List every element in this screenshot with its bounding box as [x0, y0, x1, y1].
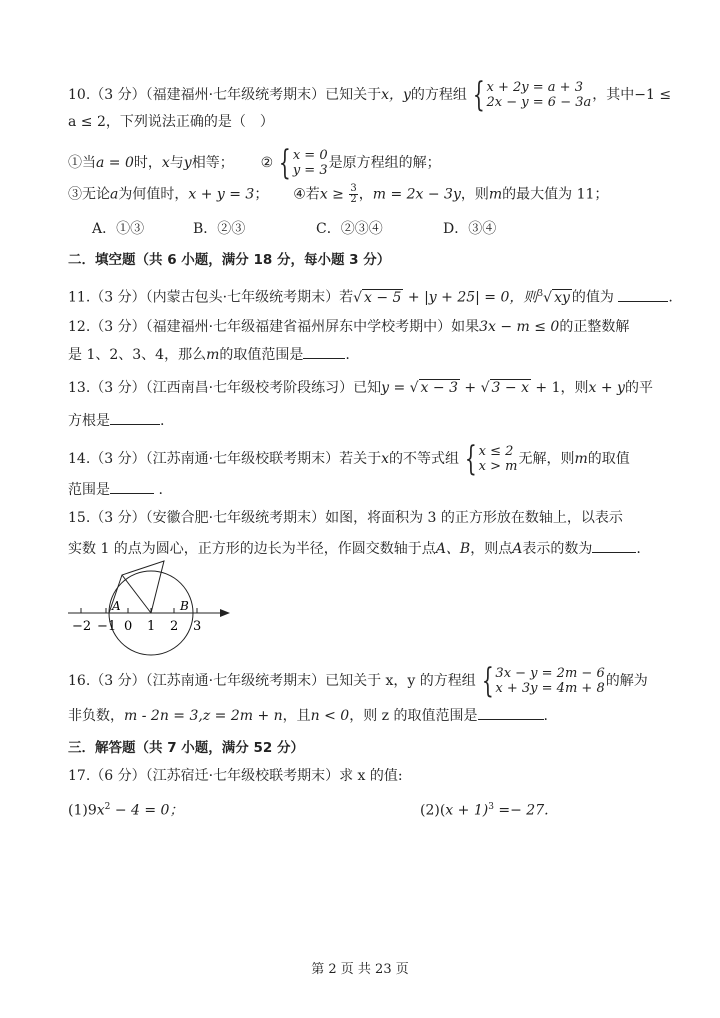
- answer-blank-14[interactable]: [110, 479, 154, 494]
- page-footer: 第 2 页 共 23 页: [311, 962, 409, 977]
- q15-end: .: [636, 541, 641, 557]
- q13-l2: 方根是: [68, 413, 110, 429]
- q14-l1c: 无解，则: [518, 451, 575, 467]
- frac-den: 2: [350, 194, 357, 205]
- q14-line2: [68, 479, 163, 500]
- q17-p2sup: 3: [488, 802, 494, 812]
- q10-statements-1-2: [68, 143, 441, 183]
- q11-mid: + |y + 25| = 0，则: [403, 289, 538, 306]
- q17-p2b: + 1): [453, 802, 489, 819]
- sqrt-1: √ x − 5: [353, 289, 402, 306]
- sqrt-3: √ 3 − x: [480, 380, 529, 396]
- s1d: x: [161, 155, 170, 171]
- q17-p2a: (2)(: [420, 802, 446, 819]
- section-3-heading: 三．解答题（共 7 小题，满分 52 分）: [68, 740, 304, 756]
- q12-l1b: 的正整数解: [559, 319, 630, 335]
- q15-figure: [64, 556, 234, 660]
- s4e: ，则: [460, 186, 489, 203]
- q16-line2: [68, 705, 548, 726]
- s1c: 时，: [133, 155, 162, 171]
- q16-l1: 16.（3 分）（江苏南通·七年级统考期末）已知关于 x，y 的方程组: [68, 673, 476, 689]
- s3e: ；: [254, 186, 269, 203]
- q12-l2b: 的取值范围是: [219, 347, 304, 363]
- q14-system: { x ≤ 2 x > m: [464, 439, 518, 479]
- cbrt: √ xy: [543, 289, 570, 306]
- q10-statements-3-4: [68, 184, 608, 205]
- q12-line2: [68, 344, 350, 365]
- q10-line2: [68, 112, 274, 132]
- q16-l1b: 的解为: [605, 673, 648, 689]
- option-d[interactable]: D．③④: [443, 221, 497, 237]
- q11-head: 11.（3 分）（内蒙古包头·七年级统考期末）若: [68, 289, 354, 306]
- q14-line1: [68, 439, 630, 479]
- section-2-heading: 二．填空题（共 6 小题，满分 18 分，每小题 3 分）: [68, 252, 391, 268]
- q16-system: { 3x − y = 2m − 6 x + 3y = 4m + 8: [481, 661, 605, 701]
- q13-plus1: + 1，则: [530, 380, 589, 396]
- answer-blank-11[interactable]: [618, 287, 668, 302]
- q10-source: （福建福州·七年级统考期末）: [145, 87, 326, 103]
- q17-part2: [420, 797, 549, 821]
- q14-l1d: 的取值: [587, 451, 630, 467]
- s2-system: { x = 0 y = 3: [279, 143, 328, 183]
- q13-y: y =: [381, 380, 410, 396]
- q13-xy: x + y: [588, 380, 625, 396]
- q17-p1a: (1)9: [68, 802, 97, 819]
- q14-m: m: [574, 451, 588, 467]
- s2b: 是原方程组的解；: [328, 155, 441, 171]
- s4f: m: [488, 186, 503, 203]
- s1g: 相等；: [191, 155, 234, 171]
- q13-rad2: 3 − x: [491, 380, 529, 396]
- answer-blank-13[interactable]: [110, 410, 160, 425]
- q16-l2c: ，且: [282, 708, 311, 724]
- tick-label: 3: [193, 619, 202, 634]
- q12-m: m: [206, 347, 220, 363]
- tick-label: 2: [170, 619, 179, 634]
- q10-eq2: 2x − y = 6 − 3a: [486, 95, 592, 110]
- q12-l1: 12.（3 分）（福建福州·七年级福建省福州屏东中学校考期中）如果: [68, 319, 480, 335]
- q14-eq1: x ≤ 2: [478, 444, 514, 459]
- q17-p1sup: 2: [104, 802, 111, 812]
- option-a[interactable]: A．①③: [92, 221, 145, 237]
- q15-l2c: 表示的数为: [522, 541, 593, 557]
- q16-l2e: ，则 z 的取值范围是: [349, 708, 478, 724]
- sqrt-2: √ x − 3: [409, 380, 458, 396]
- answer-blank-12[interactable]: [303, 344, 345, 359]
- s3a: ③无论: [68, 186, 110, 203]
- q11-tail: 的值为: [571, 289, 614, 306]
- q11-end: .: [668, 289, 673, 306]
- q11-rad2: xy: [554, 289, 570, 306]
- q12-l2a: 是 1、2、3、4，那么: [68, 347, 207, 363]
- square-diagonal: [122, 575, 151, 613]
- s3b: a: [110, 186, 119, 203]
- q13-line2: [68, 410, 164, 431]
- s4d: m = 2x − 3y: [372, 186, 461, 203]
- q16-l2b: m - 2n = 3,z = 2m + n: [124, 708, 283, 724]
- s4b: x ≥: [319, 186, 344, 203]
- q13-plus: +: [459, 380, 481, 396]
- q12-end: .: [345, 347, 350, 363]
- s4a: ④若: [293, 186, 320, 203]
- s4c: ，: [358, 186, 373, 203]
- s3d: x + y = 3: [188, 186, 255, 203]
- option-b[interactable]: B．②③: [193, 221, 246, 237]
- q17-p1x: x: [96, 802, 105, 819]
- s4g: 的最大值为 11；: [502, 186, 609, 203]
- q13-rad1: x − 3: [420, 380, 458, 396]
- s1e: 与: [169, 155, 184, 171]
- q15-l2a: 实数 1 的点为圆心，正方形的边长为半径，作圆交数轴于点: [68, 541, 436, 557]
- q17-part1: [68, 797, 183, 821]
- answer-blank-15[interactable]: [592, 538, 636, 553]
- s1f: y: [183, 155, 192, 171]
- q14-l2: 范围是: [68, 482, 110, 498]
- q14-l1: 14.（3 分）（江苏南通·七年级校联考期末）若关于: [68, 451, 382, 467]
- q17-line1: [68, 766, 403, 786]
- q11: [68, 284, 673, 308]
- tick-label: 1: [147, 619, 156, 634]
- q17-l1: 17.（6 分）（江苏宿迁·七年级校联考期末）求 x 的值:: [68, 768, 403, 784]
- point-b-label: B: [180, 599, 189, 613]
- q15-l1: 15.（3 分）（安徽合肥·七年级统考期末）如图，将面积为 3 的正方形放在数轴上，以表示: [68, 510, 623, 526]
- frac-3-2: [349, 184, 357, 205]
- axis-arrow: [220, 609, 230, 617]
- q10-tail: ，其中−1 ≤: [592, 87, 672, 103]
- q17-p1b: − 4 = 0；: [110, 802, 184, 819]
- q16-l2a: 非负数，: [68, 708, 124, 724]
- option-c[interactable]: C．②③④: [316, 221, 383, 237]
- s1a: ①当: [68, 155, 96, 171]
- q15-ab: A、B: [435, 541, 471, 557]
- q16-end: .: [543, 708, 548, 724]
- q10-number: 10.: [68, 87, 91, 103]
- q12-expr: 3x − m ≤ 0: [479, 319, 560, 335]
- q14-end: .: [158, 482, 163, 498]
- q13-l1: 13.（3 分）（江西南昌·七年级校考阶段练习）已知: [68, 380, 382, 396]
- q13-line1: [68, 378, 653, 398]
- tick-label: 0: [124, 619, 133, 634]
- s2eq1: x = 0: [292, 148, 328, 163]
- point-a-label: A: [112, 599, 121, 613]
- q10-line1: [68, 75, 672, 115]
- answer-blank-16[interactable]: [478, 705, 544, 720]
- q16-eq1: 3x − y = 2m − 6: [495, 666, 605, 681]
- q10-vars: x，y: [381, 87, 411, 103]
- q13-l1b: 的平: [624, 380, 653, 396]
- q16-l2d: n < 0: [310, 708, 350, 724]
- q14-l1b: 的不等式组: [388, 451, 459, 467]
- q12-line1: [68, 317, 629, 337]
- s3c: 为何值时，: [118, 186, 189, 203]
- q17-p2x: x: [445, 802, 454, 819]
- q13-end: .: [160, 413, 165, 429]
- frac-num: 3: [350, 183, 357, 194]
- q16-line1: [68, 661, 648, 701]
- q15-line1: [68, 508, 623, 528]
- q10-intro2: 的方程组: [410, 87, 467, 103]
- q17-p2c: =− 27.: [493, 802, 549, 819]
- q10-system: { x + 2y = a + 3 2x − y = 6 − 3a: [472, 75, 592, 115]
- s2eq2: y = 3: [292, 163, 328, 178]
- tick-label: −1: [97, 619, 117, 634]
- s1b: a = 0: [96, 155, 134, 171]
- q15-a: A: [512, 541, 523, 557]
- q10-score: （3 分）: [90, 87, 146, 103]
- q16-eq2: x + 3y = 4m + 8: [495, 681, 605, 696]
- q15-l2b: ，则点: [470, 541, 513, 557]
- q14-eq2: x > m: [478, 459, 518, 474]
- q10-line2-text: a ≤ 2，下列说法正确的是（ ）: [68, 114, 274, 130]
- tick-label: −2: [72, 619, 92, 634]
- q10-intro: 已知关于: [325, 87, 382, 103]
- q10-eq1: x + 2y = a + 3: [486, 80, 583, 95]
- cube-index: 3: [537, 289, 544, 299]
- q14-x: x: [381, 451, 389, 467]
- s2a: ②: [260, 155, 274, 171]
- q11-rad1: x − 5: [364, 289, 402, 306]
